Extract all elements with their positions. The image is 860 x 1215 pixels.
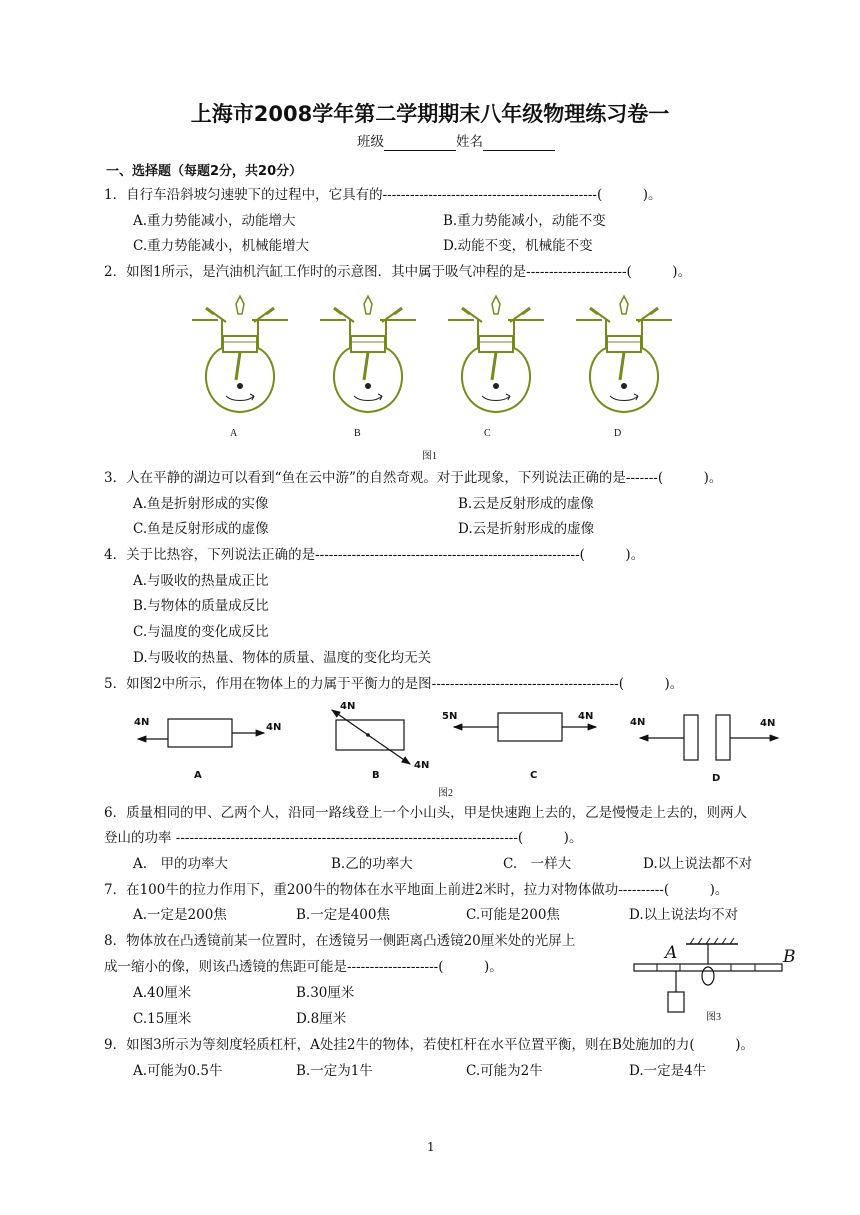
- q7-option-d[interactable]: D.以上说法均不对: [629, 907, 739, 923]
- fig2-label-a: A: [194, 770, 202, 781]
- q7-option-c[interactable]: C.可能是200焦: [466, 907, 560, 923]
- fig2-label-c: C: [530, 770, 538, 781]
- q3-option-c[interactable]: C.鱼是反射形成的虚像: [133, 521, 269, 537]
- fig1-label-b: B: [354, 428, 361, 439]
- question-5-stem: 5．如图2中所示，作用在物体上的力属于平衡力的是图-----------------------------------------( )。: [104, 676, 684, 692]
- q1-option-b[interactable]: B.重力势能减小，动能不变: [443, 213, 606, 229]
- q7-option-b[interactable]: B.一定是400焦: [296, 907, 390, 923]
- fig2-c-left-force: 5N: [442, 711, 458, 722]
- fig2-b-bottom-force: 4N: [414, 760, 430, 771]
- q4-option-c[interactable]: C.与温度的变化成反比: [133, 624, 269, 640]
- q4-option-b[interactable]: B.与物体的质量成反比: [133, 598, 269, 614]
- q1-option-a[interactable]: A.重力势能减小，动能增大: [133, 213, 296, 229]
- q9-option-c[interactable]: C.可能为2牛: [466, 1063, 543, 1079]
- fig2-b-top-force: 4N: [340, 701, 356, 712]
- question-6-stem-line2: 登山的功率 ---------------------------------------------------------------------------( )。: [104, 830, 583, 846]
- fig2-a-right-force: 4N: [266, 722, 282, 733]
- q6-option-d[interactable]: D.以上说法都不对: [643, 856, 753, 872]
- question-8-stem-line1: 8．物体放在凸透镜前某一位置时，在透镜另一侧距离凸透镜20厘米处的光屏上: [104, 933, 576, 949]
- fig2-d-left-force: 4N: [630, 717, 646, 728]
- q1-option-c[interactable]: C.重力势能减小，机械能增大: [133, 238, 310, 254]
- question-1-stem: 1．自行车沿斜坡匀速驶下的过程中，它具有的-----------------------------------------------( )。: [104, 187, 662, 203]
- q8-option-a[interactable]: A.40厘米: [133, 985, 192, 1001]
- q3-option-a[interactable]: A.鱼是折射形成的实像: [133, 496, 269, 512]
- fig2-a-left-force: 4N: [134, 717, 150, 728]
- question-6-stem-line1: 6．质量相同的甲、乙两个人，沿同一路线登上一个小山头，甲是快速跑上去的，乙是慢慢走上去的，则两人: [104, 805, 748, 821]
- question-7-stem: 7．在100牛的拉力作用下，重200牛的物体在水平地面上前进2米时，拉力对物体做功----------( )。: [104, 882, 729, 898]
- fig3-label-a: A: [665, 943, 678, 963]
- q9-option-b[interactable]: B.一定为1牛: [296, 1063, 373, 1079]
- q9-option-d[interactable]: D.一定是4牛: [629, 1063, 707, 1079]
- fig2-caption: 图2: [438, 788, 453, 799]
- fig2-label-d: D: [712, 773, 721, 784]
- q3-option-b[interactable]: B.云是反射形成的虚像: [458, 496, 594, 512]
- question-4-stem: 4．关于比热容，下列说法正确的是----------------------------------------------------------( )。: [104, 547, 645, 563]
- fig1-label-a: A: [230, 428, 238, 439]
- q7-option-a[interactable]: A.一定是200焦: [133, 907, 227, 923]
- question-3-stem: 3．人在平静的湖边可以看到“鱼在云中游”的自然奇观。对于此现象，下列说法正确的是-------( )。: [104, 470, 723, 486]
- fig3-label-b: B: [783, 947, 796, 967]
- page-number: 1: [427, 1140, 435, 1154]
- q3-option-d[interactable]: D.云是折射形成的虚像: [458, 521, 595, 537]
- q1-option-d[interactable]: D.动能不变，机械能不变: [443, 238, 593, 254]
- fig3-caption: 图3: [706, 1012, 721, 1023]
- page-title: 上海市2008学年第二学期期末八年级物理练习卷一: [190, 102, 670, 126]
- q4-option-a[interactable]: A.与吸收的热量成正比: [133, 573, 269, 589]
- fig2-label-b: B: [372, 770, 380, 781]
- q6-option-c[interactable]: C. 一样大: [503, 856, 572, 872]
- class-label: 班级: [357, 134, 384, 150]
- question-8-stem-line2: 成一缩小的像，则该凸透镜的焦距可能是--------------------( )。: [104, 959, 503, 975]
- q8-option-c[interactable]: C.15厘米: [133, 1011, 192, 1027]
- q4-option-d[interactable]: D.与吸收的热量、物体的质量、温度的变化均无关: [133, 650, 432, 666]
- fig1-label-c: C: [484, 428, 491, 439]
- fig1-caption: 图1: [422, 451, 437, 462]
- q6-option-a[interactable]: A. 甲的功率大: [133, 856, 229, 872]
- q9-option-a[interactable]: A.可能为0.5牛: [133, 1063, 223, 1079]
- fig2-c-right-force: 4N: [578, 711, 594, 722]
- q8-option-b[interactable]: B.30厘米: [296, 985, 355, 1001]
- q8-option-d[interactable]: D.8厘米: [296, 1011, 347, 1027]
- question-2-stem: 2．如图1所示，是汽油机汽缸工作时的示意图．其中属于吸气冲程的是----------------------( )。: [104, 264, 692, 280]
- question-9-stem: 9．如图3所示为等刻度轻质杠杆，A处挂2牛的物体，若使杠杆在水平位置平衡，则在B处施加的力( )。: [104, 1037, 754, 1053]
- section-heading: 一、选择题（每题2分，共20分）: [106, 164, 303, 179]
- fig2-d-right-force: 4N: [760, 718, 776, 729]
- q6-option-b[interactable]: B.乙的功率大: [331, 856, 413, 872]
- fig1-label-d: D: [614, 428, 622, 439]
- name-label: 姓名: [456, 134, 483, 150]
